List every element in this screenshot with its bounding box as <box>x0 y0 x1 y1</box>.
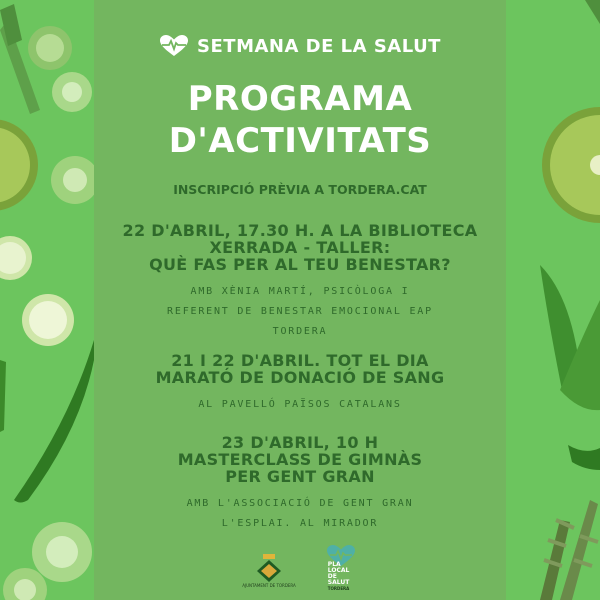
event-2 <box>94 352 506 415</box>
event-3-heading <box>94 434 506 485</box>
event-1-detail <box>94 282 506 342</box>
pla-sub: TORDERA <box>327 586 350 591</box>
pla-line: DE SALUT <box>327 573 350 586</box>
event-2-heading-line: MARATÓ DE DONACIÓ DE SANG <box>155 368 445 387</box>
pla-line: LOCAL <box>327 567 350 574</box>
event-1-detail-line: TORDERA <box>272 326 328 337</box>
event-1 <box>94 222 506 342</box>
title-line-1: PROGRAMA <box>187 79 413 119</box>
event-1-detail-line: REFERENT DE BENESTAR EMOCIONAL EAP <box>167 306 433 317</box>
ajuntament-caption: AJUNTAMENT DE TORDERA <box>242 583 296 588</box>
event-1-heading-line: QUÈ FAS PER AL TEU BENESTAR? <box>149 255 451 274</box>
crest-icon <box>256 554 282 582</box>
event-kicker: SETMANA DE LA SALUT <box>197 35 441 57</box>
event-3-detail-line: L'ESPLAI. AL MIRADOR <box>221 518 379 529</box>
ajuntament-logo <box>242 554 296 588</box>
event-3 <box>94 434 506 534</box>
event-1-heading-line: 22 D'ABRIL, 17.30 H. A LA BIBLIOTECA <box>122 221 478 240</box>
registration-note: INSCRIPCIÓ PRÈVIA A TORDERA.CAT <box>173 182 427 197</box>
event-1-heading-line: XERRADA - TALLER: <box>209 238 391 257</box>
pla-text <box>328 562 358 592</box>
event-3-heading-line: 23 D'ABRIL, 10 H <box>221 433 379 452</box>
event-1-detail-line: AMB XÈNIA MARTÍ, PSICÒLOGA I <box>190 286 410 297</box>
event-2-heading-line: 21 I 22 D'ABRIL. TOT EL DIA <box>171 351 429 370</box>
event-2-heading <box>94 352 506 386</box>
event-3-detail <box>94 494 506 534</box>
heart-pulse-icon <box>159 34 189 58</box>
page-title <box>0 78 600 162</box>
event-2-detail-line: AL PAVELLÓ PAÏSOS CATALANS <box>198 399 402 410</box>
header <box>0 34 600 62</box>
event-1-heading <box>94 222 506 273</box>
event-3-heading-line: PER GENT GRAN <box>225 467 375 486</box>
event-3-detail-line: AMB L'ASSOCIACIÓ DE GENT GRAN <box>186 498 414 509</box>
pla-local-salut-logo <box>324 544 358 591</box>
title-line-2: D'ACTIVITATS <box>168 121 432 161</box>
pla-line: PLA <box>327 561 341 568</box>
event-3-heading-line: MASTERCLASS DE GIMNÀS <box>177 450 423 469</box>
event-2-detail <box>94 395 506 415</box>
sponsor-logos <box>0 544 600 591</box>
